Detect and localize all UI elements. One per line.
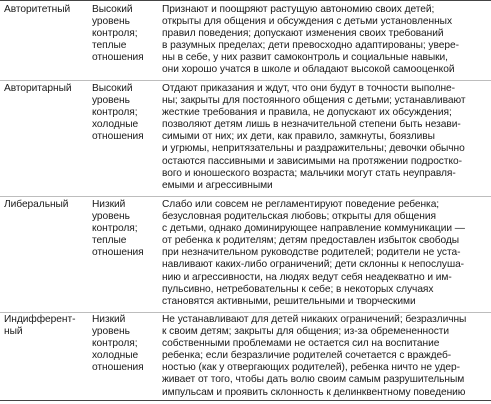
control-cell: Низкий уровень контроля; теплые отношения xyxy=(92,199,144,259)
table-row xyxy=(0,83,491,195)
control-cell: Низкий уровень контроля; холодные отношения xyxy=(92,314,144,374)
row-separator xyxy=(0,312,491,313)
control-cell: Высокий уровень контроля; теплые отношения xyxy=(92,4,144,64)
description-cell: Не устанавливают для детей никаких ограничений; безразличны к своим детям; закрыты для общения; из-за обремененности собственными проблемами не остается сил на воспитание ребенка; если безразличие родителей сочетается с враждеб- ностью (как у отвергающих родителей), ребенка ничто не удер- живает от того, чтобы дать волю своим самым разрушительным импульсам и проявить склонность к делинквентному поведению xyxy=(162,314,467,398)
row-separator xyxy=(0,196,491,197)
style-cell: Авторитетный xyxy=(4,4,71,15)
style-cell: Авторитарный xyxy=(4,83,72,94)
table-top-rule xyxy=(0,0,491,1)
description-cell: Отдают приказания и ждут, что они будут в точности выполне- ны; закрыты для постоянного общения с детьми; устанавливают жесткие требования и правила, не допускают их обсуждения; позволяют детям лишь в незначительной степени быть незави- симыми от них; их дети, как правило, замкнуты, боязливы и угрюмы, непритязательны и раздражительны; девочки обычно остаются пассивными и зависимыми на протяжении подростко- вого и юношеского возраста; мальчики могут стать неуправля- емыми и агрессивными xyxy=(162,83,466,191)
table-row xyxy=(0,4,491,82)
table-row xyxy=(0,314,491,400)
description-cell: Слабо или совсем не регламентируют поведение ребенка; безусловная родительская любовь; открыты для общения с детьми, однако доминирующее направление коммуникации — от ребенка к родителям; детям предоставлен избыток свободы при незначительном руководстве родителей; родители не уста- навливают каких-либо ограничений; дети склонны к непослуша- нию и агрессивности, на людях ведут себя неадекватно и им- пульсивно, нетребовательны к себе; в некоторых случаях становятся активными, решительными и творческими xyxy=(162,199,465,307)
style-cell: Индифферент- ный xyxy=(4,314,76,338)
description-cell: Признают и поощряют растущую автономию своих детей; открыты для общения и обсуждения с детьми установленных правил поведения; допускают изменения своих требований в разумных пределах; дети превосходно адаптированы; увере- ны в себе, у них развит самоконтроль и социальные навыки, они хорошо учатся в школе и обладают высокой самооценкой xyxy=(162,4,459,76)
table-row xyxy=(0,199,491,311)
row-separator xyxy=(0,80,491,81)
table-bottom-rule xyxy=(0,400,491,401)
control-cell: Высокий уровень контроля; холодные отношения xyxy=(92,83,144,143)
style-cell: Либеральный xyxy=(4,199,69,210)
